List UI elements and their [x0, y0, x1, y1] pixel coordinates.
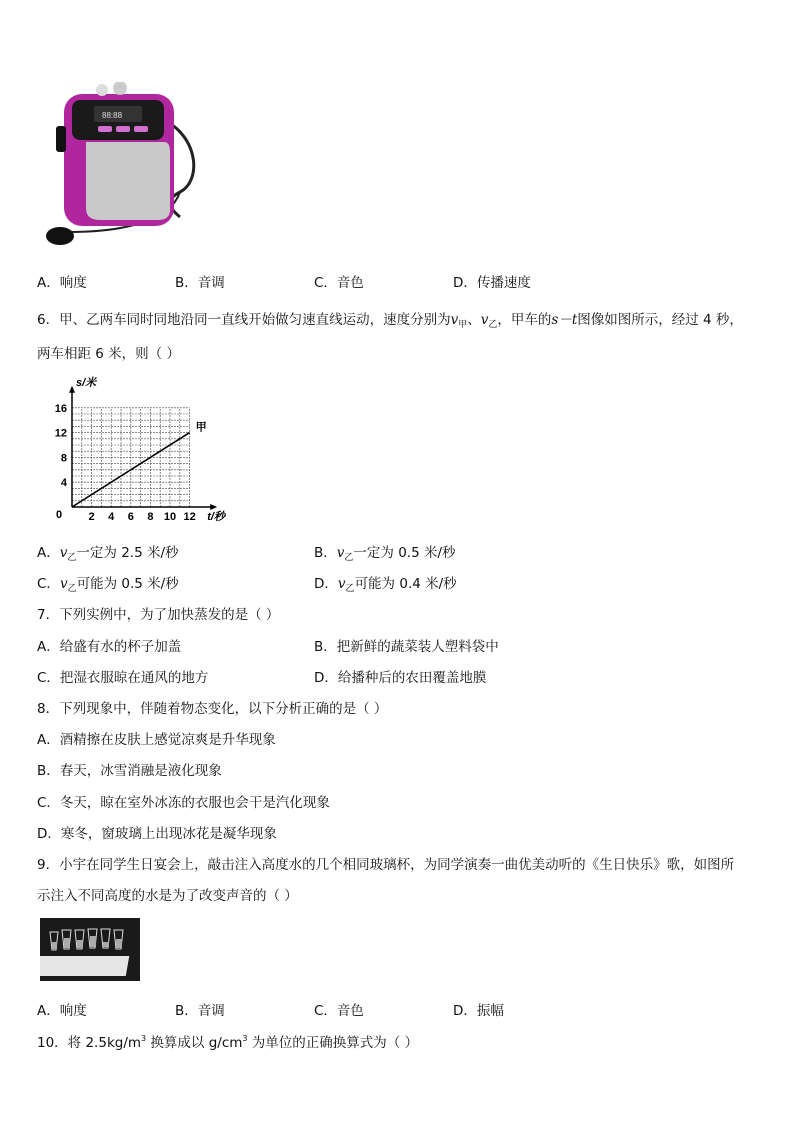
q9-stem-line1: 9．小宇在同学生日宴会上，敲击注入高度水的几个相同玻璃杯，为同学演奏一曲优美动听的《生日快乐》歌，如图所 — [37, 857, 735, 873]
q6-text-c: 图像如图所示，经过 4 秒， — [577, 312, 743, 328]
y-axis-label: s/米 — [76, 376, 97, 389]
q6-text-b: ，甲车的 — [497, 312, 552, 328]
st-symbol: s－t — [551, 312, 578, 328]
q8-stem: 8．下列现象中，伴随着物态变化，以下分析正确的是（ ） — [37, 701, 388, 717]
q6-stem-line2: 两车相距 6 米，则（ ） — [37, 346, 180, 362]
q9-stem-line2: 示注入不同高度的水是为了改变声音的（ ） — [37, 888, 298, 904]
q6-option-c: C．$v_乙$可能为 0.5 米/秒 — [37, 576, 179, 594]
x-tick-label: 10 — [163, 511, 177, 523]
y-tick-label: 8 — [60, 452, 67, 465]
glasses-photo — [40, 918, 140, 981]
q8-option-b: B．春天，冰雪消融是液化现象 — [37, 763, 222, 779]
q9-option-c: C．音色 — [314, 1003, 364, 1019]
q7-option-a: A．给盛有水的杯子加盖 — [37, 639, 182, 655]
q10-stem: 10．将 $2.5kg/m^3$ 换算成以 $g/cm^3$ 为单位的正确换算式为（ ） — [37, 1034, 419, 1051]
q6-text-a: 6．甲、乙两车同时同地沿同一直线开始做匀速直线运动，速度分别为 — [37, 312, 451, 328]
q7-option-d: D．给播种后的农田覆盖地膜 — [314, 670, 487, 686]
x-axis-label: t/秒 — [207, 511, 225, 523]
v-yi-symbol: v — [480, 312, 489, 328]
q7-stem: 7．下列实例中，为了加快蒸发的是（ ） — [37, 607, 280, 623]
x-tick-label: 6 — [127, 511, 134, 523]
q6-stem-line1 — [37, 308, 743, 330]
y-tick-label: 12 — [54, 427, 67, 440]
x-axis-arrow — [210, 504, 217, 510]
q8-option-c: C．冬天，晾在室外冰冻的衣服也会干是汽化现象 — [37, 795, 330, 811]
v-yi-subscript: 乙 — [488, 320, 498, 330]
q9-option-b: B．音调 — [175, 1003, 225, 1019]
q6-separator: 、 — [467, 312, 481, 328]
series-label-jia: 甲 — [195, 421, 207, 434]
x-tick-label: 12 — [183, 511, 196, 523]
y-axis-arrow — [69, 386, 75, 393]
y-tick-label: 16 — [54, 402, 67, 415]
x-tick-label: 4 — [108, 511, 115, 523]
q8-option-a: A．酒精擦在皮肤上感觉凉爽是升华现象 — [37, 732, 276, 748]
q5-option-a: A．响度 — [37, 275, 87, 291]
q7-option-c: C．把湿衣服晾在通风的地方 — [37, 670, 209, 686]
q5-option-b: B．音调 — [175, 275, 225, 291]
q6-option-b: B．$v_乙$一定为 0.5 米/秒 — [314, 545, 456, 563]
y-tick-label: 4 — [60, 477, 67, 490]
q6-option-a: A．$v_乙$一定为 2.5 米/秒 — [37, 545, 179, 563]
q8-option-d: D．寒冬，窗玻璃上出现冰花是凝华现象 — [37, 826, 277, 842]
st-chart — [45, 376, 235, 526]
q5-option-c: C．音色 — [314, 275, 364, 291]
q9-option-a: A．响度 — [37, 1003, 87, 1019]
x-tick-label: 2 — [88, 511, 95, 523]
v-jia-symbol: v — [450, 312, 459, 328]
speaker-image — [40, 82, 200, 252]
origin-label: 0 — [56, 509, 63, 521]
q5-option-d: D．传播速度 — [453, 275, 531, 291]
q6-option-d: D．$v_乙$可能为 0.4 米/秒 — [314, 576, 457, 594]
v-jia-subscript: 甲 — [458, 320, 468, 330]
svg-text:88:88: 88:88 — [102, 111, 123, 120]
q7-option-b: B．把新鲜的蔬菜装人塑料袋中 — [314, 639, 499, 655]
x-tick-label: 8 — [147, 511, 154, 523]
q9-option-d: D．振幅 — [453, 1003, 504, 1019]
